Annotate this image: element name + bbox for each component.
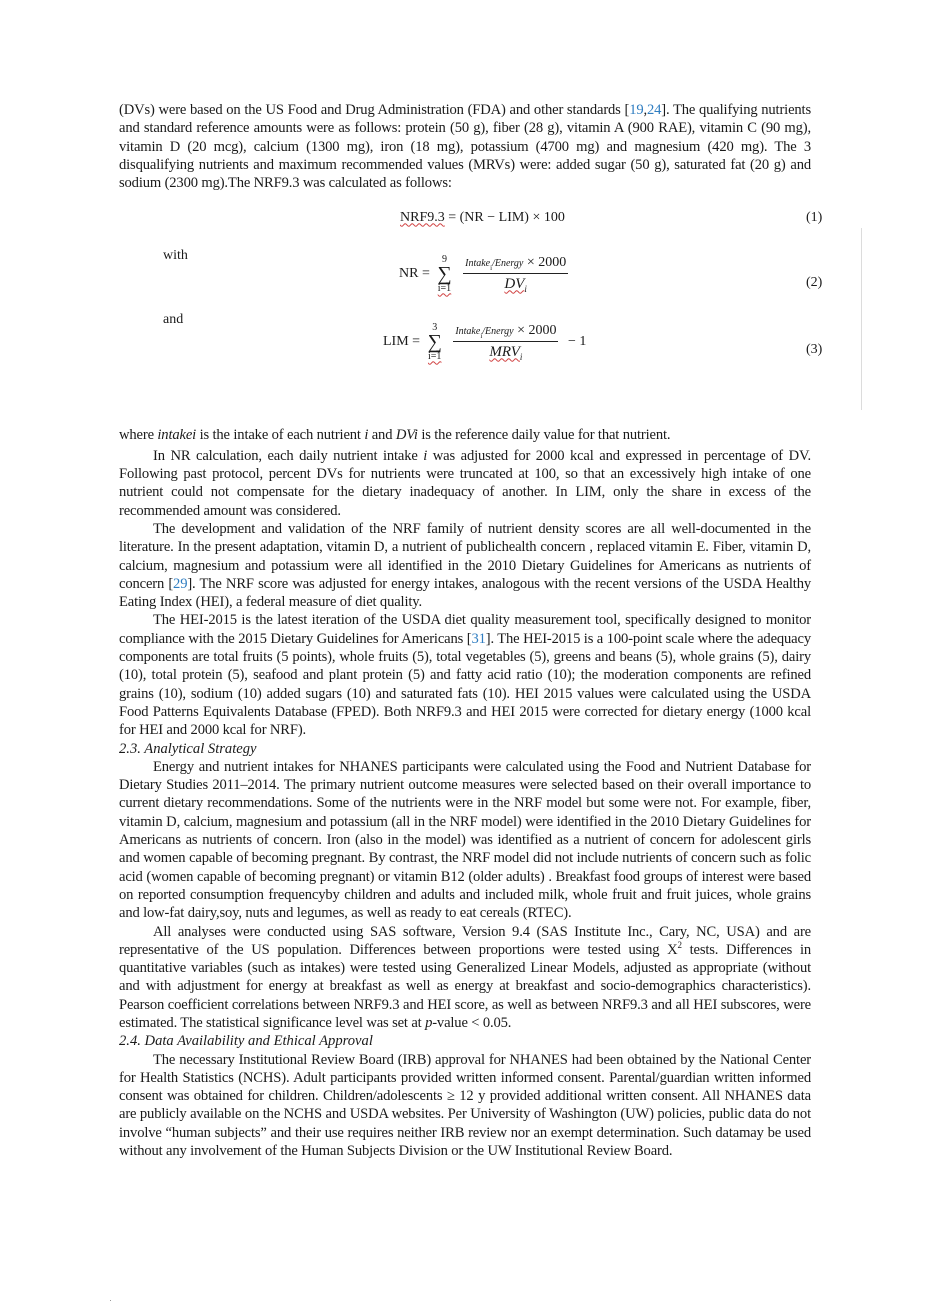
equation-3: LIM = 3 ∑ i=1 $\frac{Intake_i/Energy \times 2000}{MRV_i}$ − 1 bbox=[383, 322, 587, 363]
equation-1: NRF9.3 = (NR − LIM) × 100 bbox=[400, 210, 565, 226]
document-page bbox=[119, 101, 823, 1160]
summation-sign: 3 ∑ i=1 bbox=[427, 322, 442, 363]
equation-number-1: (1) bbox=[806, 210, 823, 226]
equation-number-2: (2) bbox=[806, 275, 823, 291]
page-artifact bbox=[110, 1300, 111, 1301]
energy-paragraph: Energy and nutrient intakes for NHANES participants were calculated using the Food and Nutrient Database for Dietary Studies 2011–2014. The primary nutrient outcome measures were selected based on their overall importance to current dietary recommendations. Some of the nutrients were in the NRF model but some were not. For example, fiber, vitamin D, calcium, magnesium and potassium (all in the NRF model) were identified in the 2010 Dietary Guidelines for Americans as nutrients of concern. Iron (also in the model) was identified as a nutrient of concern for adolescent girls and women capable of becoming pregnant. By contrast, the NRF model did not include nutrients of concern such as folic acid (women capable of becoming pregnant) or vitamin B12 (older adults) . Breakfast food groups of interest were based on reported consumption frequencyby children and adults and included milk, whole fruit and fruit juices, whole grains and low-fat dairy,soy, nuts and legumes, as well as ready to eat cereals (RTEC). bbox=[119, 758, 811, 922]
fraction: $\frac{Intake_i/Energy \times 2000}{MRV_i}$ bbox=[455, 322, 557, 363]
where-paragraph: where intakei is the intake of each nutrient i and DVi is the reference daily value for that nutrient. bbox=[119, 427, 671, 444]
equation-block bbox=[119, 206, 823, 416]
analysis-paragraph: All analyses were conducted using SAS software, Version 9.4 (SAS Institute Inc., Cary, NC, USA) and are representative of the US population. Differences between proportions were tested using $X^2$ tests. Differences in quantitative variables (such as intakes) were tested using Generalized Linear Models, adjusted as appropriate (without and with adjustment for energy at breakfast as well as energy at breakfast and socio-demographics characteristics). Pearson coefficient correlations between NRF9.3 and HEI score, as well as between NRF9.3 and all HEI subscores, were estimated. The statistical significance level was set at p-value < 0.05. bbox=[119, 923, 811, 1031]
section-heading-2-3: 2.3. Analytical Strategy bbox=[119, 740, 257, 757]
equation-number-3: (3) bbox=[806, 342, 823, 358]
equation-2: NR = 9 ∑ i=1 $\frac{Intake_i/Energy \times 2000}{DV_i}$ bbox=[399, 254, 567, 295]
equation-frame-edge bbox=[861, 228, 862, 410]
summation-sign: 9 ∑ i=1 bbox=[437, 254, 452, 295]
and-label: and bbox=[163, 312, 184, 328]
with-label: with bbox=[163, 248, 188, 264]
citation-link[interactable]: 29 bbox=[173, 575, 188, 592]
section-heading-2-4: 2.4. Data Availability and Ethical Approval bbox=[119, 1033, 373, 1050]
nr-paragraph: In NR calculation, each daily nutrient intake i was adjusted for 2000 kcal and expressed in percentage of DV. Following past protocol, percent DVs for nutrients were truncated at 100, so that an excessively high intake of one nutrient could not compensate for the dietary inadequacy of another. In LIM, only the share in excess of the recommended amount was considered. bbox=[119, 447, 811, 519]
citation-link[interactable]: 19 bbox=[629, 102, 644, 118]
citation-link[interactable]: 24 bbox=[646, 102, 662, 118]
irb-paragraph: The necessary Institutional Review Board (IRB) approval for NHANES had been obtained by the National Center for Health Statistics (NCHS). Adult participants provided written informed consent. Parental/guardian written informed consent was obtained for children. Children/adolescents ≥ 12 y provided additional written consent. All NHANES data are publicly available on the NCHS and USDA websites. Per University of Washington (UW) policies, public data do not involve “human subjects” and their use requires neither IRB review nor an exempt determination. Such datamay be used without any involvement of the Human Subjects Division or the UW Institutional Review Board. bbox=[119, 1051, 811, 1160]
intro-paragraph: (DVs) were based on the US Food and Drug Administration (FDA) and other standards [19,24]. The qualifying nutrients and standard reference amounts were as follows: protein (50 g), fiber (28 g), vitamin A (900 RAE), vitamin C (90 mg), vitamin D (20 mcg), calcium (1300 mg), iron (18 mg), potassium (4700 mg) and magnesium (420 mg). The 3 disqualifying nutrients and maximum recommended values (MRVs) were: added sugar (50 g), saturated fat (20 g) and sodium (2300 mg).The NRF9.3 was calculated as follows: bbox=[119, 102, 811, 192]
development-paragraph: The development and validation of the NRF family of nutrient density scores are all well-documented in the literature. In the present adaptation, vitamin D, a nutrient of publichealth concern , replaced vitamin E. Fiber, vitamin D, calcium, magnesium and potassium were all identified in the 2010 Dietary Guidelines for Americans as nutrients of concern [29]. The NRF score was adjusted for energy intakes, analogous with the recent versions of the USDA Healthy Eating Index (HEI), a federal measure of diet quality. bbox=[119, 520, 811, 611]
hei-paragraph: The HEI-2015 is the latest iteration of the USDA diet quality measurement tool, specifically designed to monitor compliance with the 2015 Dietary Guidelines for Americans [31]. The HEI-2015 is a 100-point scale where the adequacy components are total fruits (5 points), whole fruits (5), total vegetables (5), greens and beans (5), whole grains (5), dairy (10), total protein (5), seafood and plant protein (5) and fatty acid ratio (10); the moderation components are refined grains (10), sodium (10) added sugars (10) and saturated fats (10). HEI 2015 values were calculated using the USDA Food Patterns Equivalents Database (FPED). Both NRF9.3 and HEI 2015 were corrected for dietary energy (1000 kcal for HEI and 2000 kcal for NRF). bbox=[119, 612, 811, 739]
citation-link[interactable]: 31 bbox=[471, 630, 486, 647]
fraction: $\frac{Intake_i/Energy \times 2000}{DV_i}$ bbox=[465, 254, 567, 295]
